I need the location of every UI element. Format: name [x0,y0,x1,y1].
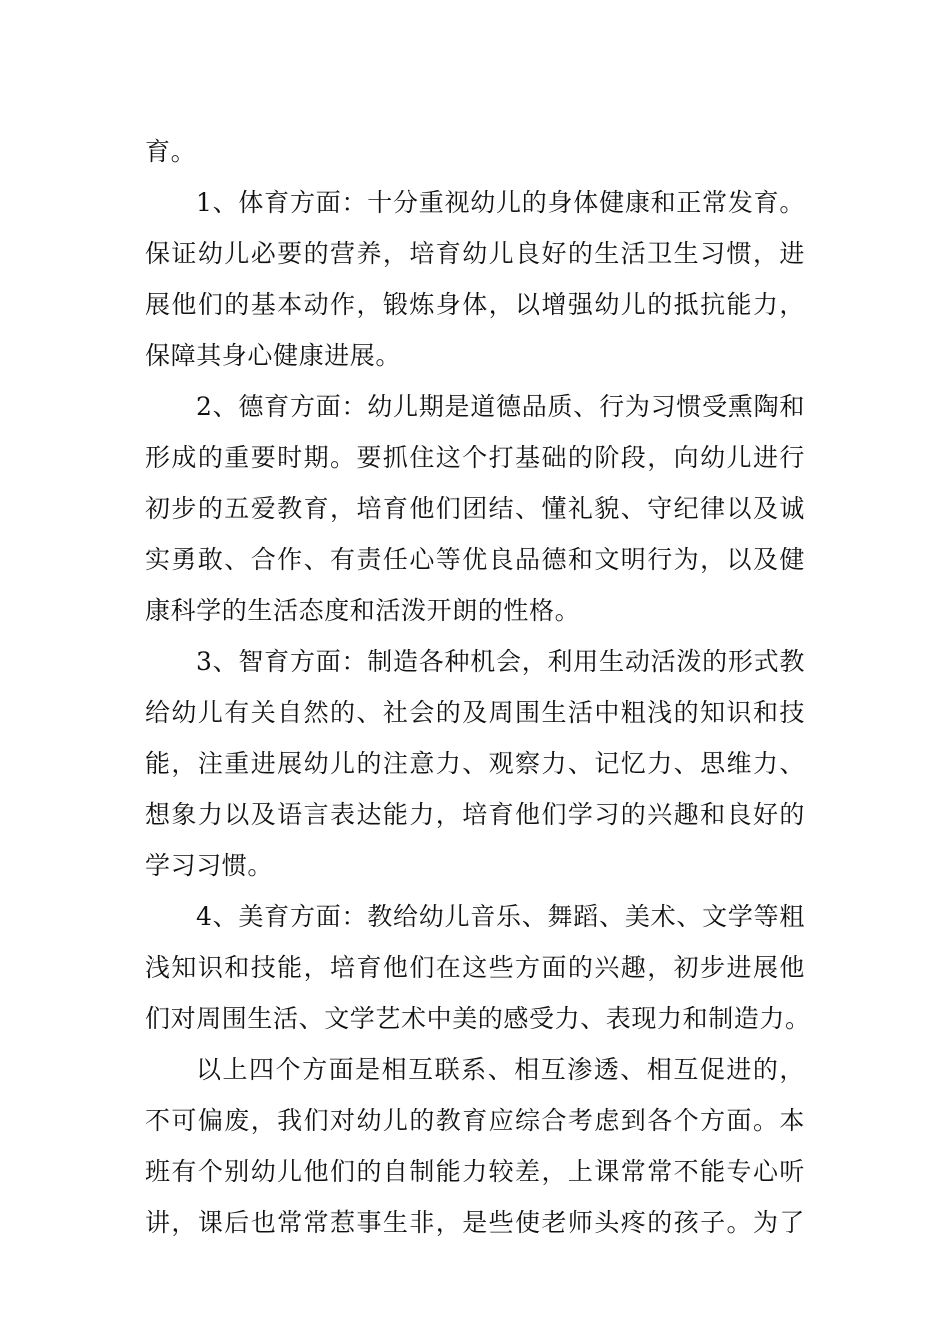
text-line: 育。 [145,137,197,166]
text-line: 不可偏废，我们对幼儿的教育应综合考虑到各个方面。本 [145,1106,805,1135]
text-line: 想象力以及语言表达能力，培育他们学习的兴趣和良好的 [145,800,805,829]
document-body [145,126,811,1248]
text-line: 学习习惯。 [145,851,274,880]
text-line: 形成的重要时期。要抓住这个打基础的阶段，向幼儿进行 [145,443,805,472]
text-line: 能，注重进展幼儿的注意力、观察力、记忆力、思维力、 [145,749,805,778]
paragraph-physical-education [145,177,805,381]
paragraph-summary [145,1044,805,1248]
paragraph-aesthetic-education [145,891,811,1044]
paragraph-continuation [145,126,805,177]
text-line: 康科学的生活态度和活泼开朗的性格。 [145,596,581,625]
text-line: 展他们的基本动作，锻炼身体，以增强幼儿的抵抗能力， [145,290,805,319]
text-line: 讲，课后也常常惹事生非，是些使老师头疼的孩子。为了 [145,1208,805,1237]
text-line: 保障其身心健康进展。 [145,341,402,370]
text-line: 班有个别幼儿他们的自制能力较差，上课常常不能专心听 [145,1157,805,1186]
paragraph-intellectual-education [145,636,805,891]
paragraph-moral-education [145,381,805,636]
text-line: 保证幼儿必要的营养，培育幼儿良好的生活卫生习惯，进 [145,239,805,268]
text-line: 浅知识和技能，培育他们在这些方面的兴趣，初步进展他 [145,953,805,982]
text-line: 2、德育方面：幼儿期是道德品质、行为习惯受熏陶和 [196,392,805,421]
text-line: 实勇敢、合作、有责任心等优良品德和文明行为，以及健 [145,545,805,574]
text-line: 1、体育方面：十分重视幼儿的身体健康和正常发育。 [196,188,805,217]
text-line: 给幼儿有关自然的、社会的及周围生活中粗浅的知识和技 [145,698,805,727]
text-line: 4、美育方面：教给幼儿音乐、舞蹈、美术、文学等粗 [196,902,805,931]
text-line: 以上四个方面是相互联系、相互渗透、相互促进的， [196,1055,805,1084]
text-line: 初步的五爱教育，培育他们团结、懂礼貌、守纪律以及诚 [145,494,805,523]
text-line: 们对周围生活、文学艺术中美的感受力、表现力和制造力。 [145,1004,811,1033]
text-line: 3、智育方面：制造各种机会，利用生动活泼的形式教 [196,647,805,676]
